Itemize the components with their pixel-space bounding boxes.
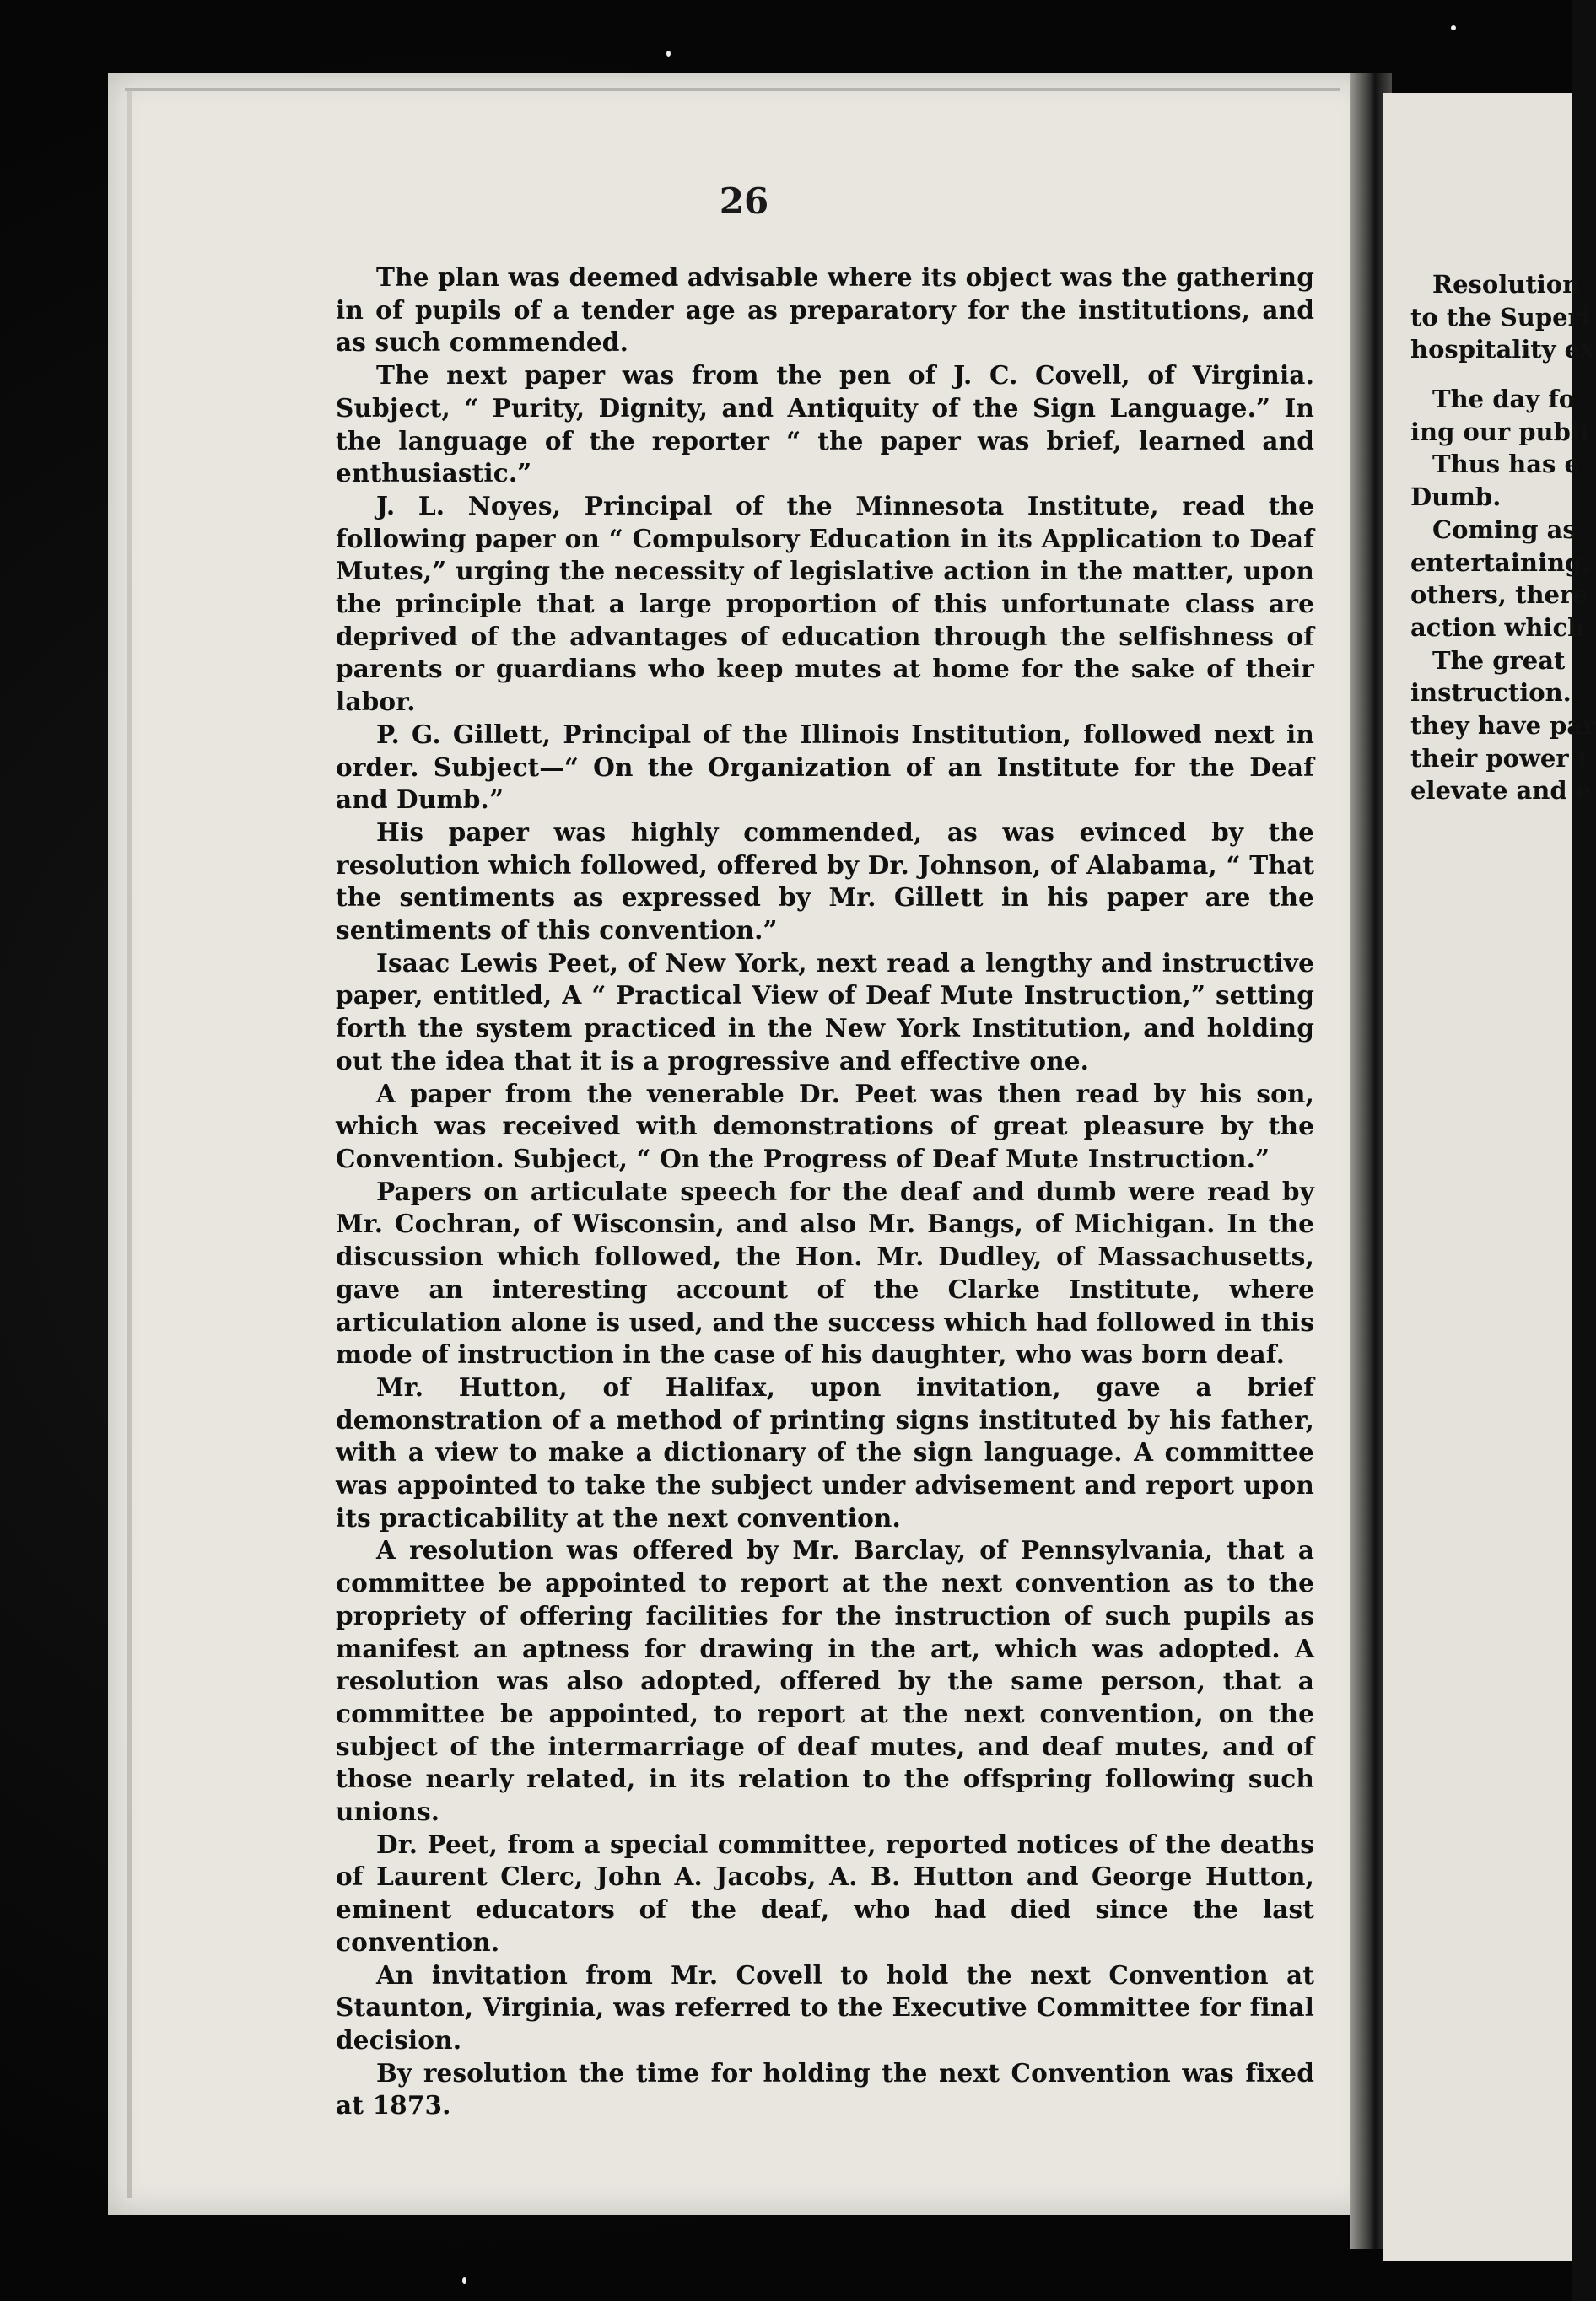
paragraph: A resolution was offered by Mr. Barclay, of Pennsylvania, that a committee be appointed to report at the next convention as to the propriety of offering facilities for the instruction of such pupils as manifest an aptness for drawing in the art, which was adopted. A resolution was also adopted, offered by the same person, that a committee be appointed, to report at the next convention, on the subject of the intermarriage of deaf mutes, and deaf mutes, and of those nearly related, in its relation to the offspring following such unions. xyxy=(336,1535,1314,1827)
paragraph: His paper was highly commended, as was evinced by the resolution which followed, offered by Dr. Johnson, of Alabama, “ That the sentiments as expressed by Mr. Gillett in his paper are the sentiments of this convention.” xyxy=(336,816,1314,946)
facing-page-line: ing our publi xyxy=(1410,417,1589,446)
paragraph: By resolution the time for holding the next Convention was fixed at 1873. xyxy=(336,2057,1314,2120)
paragraph: The next paper was from the pen of J. C. Covell, of Virginia. Subject, “ Purity, Dignity, and Antiquity of the Sign Language.” In the language of the reporter “ the paper was brief, learned and enthusiastic.” xyxy=(336,360,1314,488)
facing-page-line: to the Superi xyxy=(1410,302,1590,331)
facing-page-line: entertaining, xyxy=(1410,547,1591,577)
facing-page-line: their power t xyxy=(1410,743,1589,773)
facing-page-text xyxy=(1410,268,1596,807)
dust-speck xyxy=(666,51,671,57)
spacer xyxy=(1410,366,1579,383)
paragraph: Dr. Peet, from a special committee, reported notices of the deaths of Laurent Clerc, John A. Jacobs, A. B. Hutton and George Hutton, eminent educators of the deaf, who had died since the last convention. xyxy=(336,1829,1314,1957)
facing-page-line: elevate and e xyxy=(1410,776,1592,806)
paragraph: J. L. Noyes, Principal of the Minnesota Institute, read the following paper on “ Compulsory Education in its Application to Deaf Mutes,” urging the necessity of legislative action in the matter, upon the principle that a large proportion of this unfortunate class are deprived of the advantages of education through the selfishness of parents or guardians who keep mutes at home for the sake of their labor. xyxy=(336,490,1314,717)
body-text xyxy=(336,261,1314,2122)
facing-page-line: hospitality ex xyxy=(1410,335,1595,364)
facing-page-line: Dumb. xyxy=(1410,482,1502,512)
facing-page-line: others, there xyxy=(1410,580,1588,610)
paragraph: Mr. Hutton, of Halifax, upon invitation, gave a brief demonstration of a method of printing signs instituted by his father, with a view to make a dictionary of the sign language. A committee was appointed to take the subject under advisement and report upon its practicability at the next convention. xyxy=(336,1371,1314,1533)
page-number: 26 xyxy=(719,181,769,222)
paragraph: P. G. Gillett, Principal of the Illinois Institution, followed next in order. Subject—“ On the Organization of an Institute for the Deaf and Dumb.” xyxy=(336,719,1314,815)
facing-page-line: Resolution xyxy=(1432,270,1581,299)
paragraph: A paper from the venerable Dr. Peet was then read by his son, which was received with demonstrations of great pleasure by the Convention. Subject, “ On the Progress of Deaf Mute Instruction.” xyxy=(336,1078,1314,1173)
facing-page-line: Thus has e xyxy=(1432,450,1580,479)
facing-page-line: action which xyxy=(1410,612,1586,642)
paragraph: Isaac Lewis Peet, of New York, next read a lengthy and instructive paper, entitled, A “ Practical View of Deaf Mute Instruction,” setting forth the system practiced in the New York Institution, and holding out the idea that it is a progressive and effective one. xyxy=(336,947,1314,1075)
paragraph: The plan was deemed advisable where its object was the gathering in of pupils of a tender age as preparatory for the institutions, and as such commended. xyxy=(336,262,1314,358)
facing-page-line: Coming as xyxy=(1432,515,1577,544)
facing-page-line: instruction. xyxy=(1410,678,1572,708)
paragraph: An invitation from Mr. Covell to hold the next Convention at Staunton, Virginia, was referred to the Executive Committee for final decision. xyxy=(336,1959,1314,2055)
facing-page-line: The great xyxy=(1432,645,1566,675)
dust-speck xyxy=(1451,25,1456,30)
facing-page-line: they have par xyxy=(1410,710,1596,740)
dust-speck xyxy=(462,2277,466,2284)
facing-page-line: The day fo xyxy=(1432,385,1576,414)
paragraph: Papers on articulate speech for the deaf and dumb were read by Mr. Cochran, of Wisconsin, and also Mr. Bangs, of Michigan. In the discussion which followed, the Hon. Mr. Dudley, of Massachusetts, gave an interesting account of the Clarke Institute, where articulation alone is used, and the success which had followed in this mode of instruction in the case of his daughter, who was born deaf. xyxy=(336,1176,1314,1370)
